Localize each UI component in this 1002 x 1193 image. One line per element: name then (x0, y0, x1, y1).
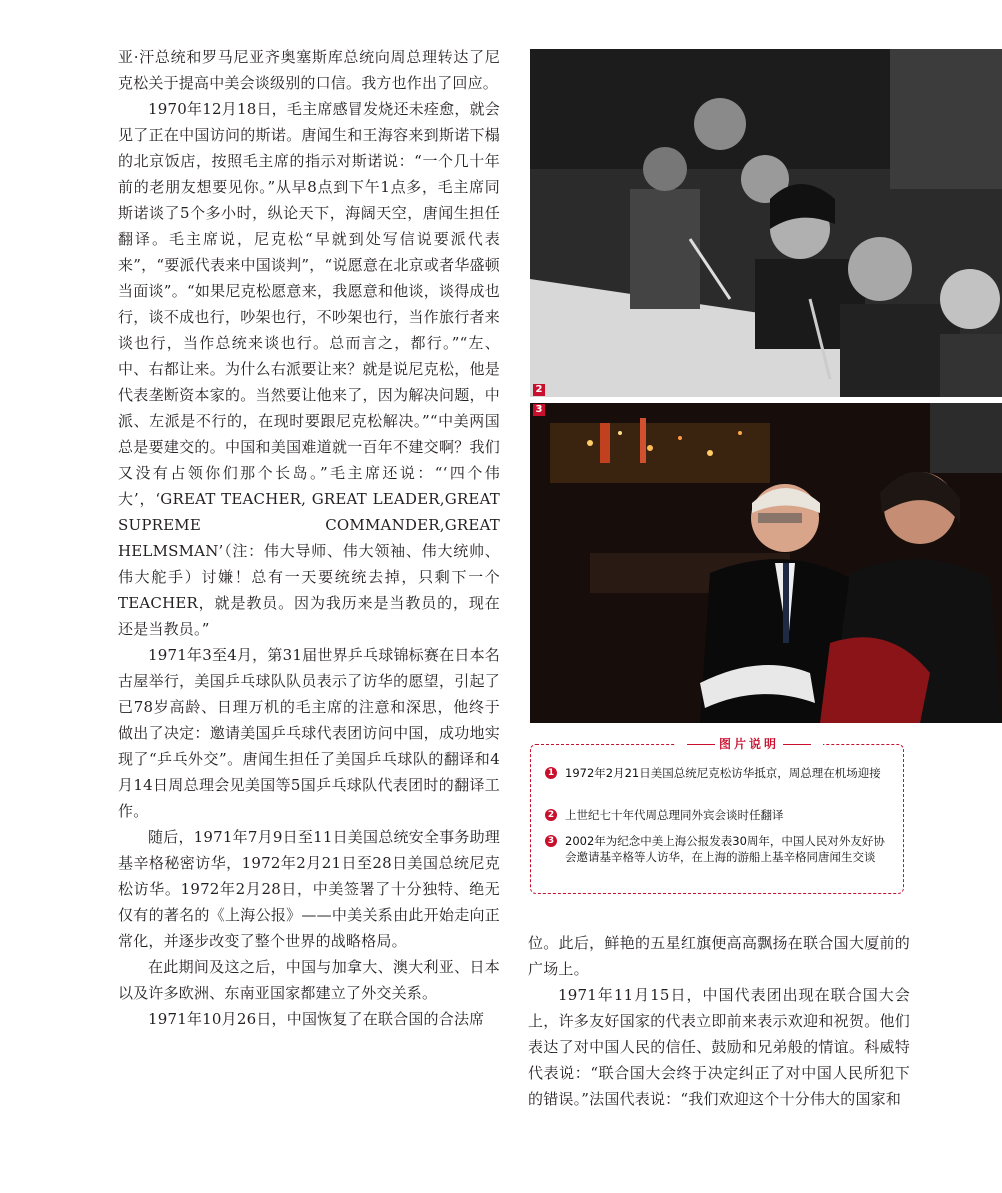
photo-number-badge: 2 (533, 384, 545, 396)
paragraph: 1971年10月26日，中国恢复了在联合国的合法席 (148, 1010, 485, 1028)
paragraph: 1971年11月15日，中国代表团出现在联合国大会上，许多友好国家的代表立即前来表示欢迎和祝贺。他们表达了对中国人民的信任、鼓励和兄弟般的情谊。科威特代表说：“联合国大会终于决定纠正了对中国人民所犯下的错误。”法国代表说：“我们欢迎这个十分伟大的国家和 (528, 986, 910, 1108)
photo-caption-box (530, 737, 904, 894)
caption-item (545, 833, 885, 865)
left-text-column (118, 44, 500, 1032)
paragraph: 在此期间及这之后，中国与加拿大、澳大利亚、日本以及许多欧洲、东南亚国家都建立了外交关系。 (118, 958, 500, 1002)
caption-number: 3 (545, 835, 557, 847)
photo-boat-illustration (530, 403, 1002, 723)
caption-item (545, 807, 885, 823)
paragraph: 1970年12月18日，毛主席感冒发烧还未痊愈，就会见了正在中国访问的斯诺。唐闻生和王海容来到斯诺下榻的北京饭店，按照毛主席的指示对斯诺说：“一个几十年前的老朋友想要见你。”从早8点到下午1点多，毛主席同斯诺谈了5个多小时，纵论天下，海阔天空，唐闻生担任翻译。毛主席说，尼克松“早就到处写信说要派代表来”，“要派代表来中国谈判”，“说愿意在北京或者华盛顿当面谈”。“如果尼克松愿意来，我愿意和他谈，谈得成也行，谈不成也行，吵架也行，不吵架也行，当作旅行者来谈也行，当作总统来谈也行。总而言之，都行。”“左、中、右都让来。为什么右派要让来？就是说尼克松，他是代表垄断资本家的。当然要让他来了，因为解决问题，中派、左派是不行的，在现时要跟尼克松解决。”“中美两国总是要建交的。中国和美国难道就一百年不建交啊？我们又没有占领你们那个长岛。”毛主席还说：“‘四个伟大’，‘GREAT TEACHER, GREAT LEADER,GREAT SUPREME COMMANDER,GREAT HELMSMAN’（注：伟大导师、伟大领袖、伟大统帅、伟大舵手）讨嫌！总有一天要统统去掉，只剩下一个TEACHER，就是教员。因为我历来是当教员的，现在还是当教员。” (118, 100, 500, 638)
caption-text: 2002年为纪念中美上海公报发表30周年，中国人民对外友好协会邀请基辛格等人访华，在上海的游船上基辛格同唐闻生交谈 (565, 834, 885, 864)
divider (687, 744, 715, 745)
caption-text: 上世纪七十年代周总理同外宾会谈时任翻译 (565, 808, 784, 822)
caption-number: 2 (545, 809, 557, 821)
photo-meeting-illustration (530, 49, 1002, 397)
paragraph: 1971年3至4月，第31届世界乒乓球锦标赛在日本名古屋举行，美国乒乓球队队员表示了访华的愿望，引起了已78岁高龄、日理万机的毛主席的注意和深思，他终于做出了决定：邀请美国乒乓球代表团访问中国，成功地实现了“乒乓外交”。唐闻生担任了美国乒乓球队的翻译和4月14日周总理会见美国等5国乒乓球队代表团时的翻译工作。 (118, 646, 500, 820)
right-text-column (528, 930, 910, 1112)
photo-kissinger-boat (530, 403, 1002, 723)
caption-title: 图片说明 (675, 735, 823, 752)
caption-item (545, 765, 885, 781)
paragraph: 位。此后，鲜艳的五星红旗便高高飘扬在联合国大厦前的广场上。 (528, 934, 910, 978)
paragraph: 随后，1971年7月9日至11日美国总统安全事务助理基辛格秘密访华，1972年2月21日至28日美国总统尼克松访华。1972年2月28日，中美签署了十分独特、绝无仅有的著名的《上海公报》——中美关系由此开始走向正常化，并逐步改变了整个世界的战略格局。 (118, 828, 500, 950)
caption-number: 1 (545, 767, 557, 779)
caption-text: 1972年2月21日美国总统尼克松访华抵京，周总理在机场迎接 (565, 766, 881, 780)
divider (783, 744, 811, 745)
photo-meeting-interpreter (530, 49, 1002, 397)
photo-number-badge: 3 (533, 404, 545, 416)
paragraph: 亚·汗总统和罗马尼亚齐奥塞斯库总统向周总理转达了尼克松关于提高中美会谈级别的口信。我方也作出了回应。 (118, 48, 500, 92)
